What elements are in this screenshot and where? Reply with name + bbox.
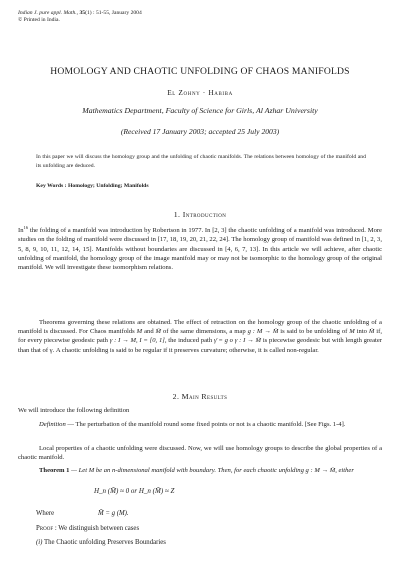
journal-volume: 35 [79,10,86,16]
journal-header [18,10,142,24]
intro-paragraph-2 [18,318,382,355]
paper-dates: (Received 17 January 2003; accepted 25 July 2003) [120,127,280,136]
results-intro: We will introduce the following definition [18,407,130,414]
case-i-label: (i) [36,539,43,546]
theorem-label: Theorem 1 [39,467,70,474]
intro-paragraph-1 [18,223,382,272]
p2-map: g : M → M̄ [247,328,279,336]
p2-gamma: γ : I → M, I = [0, 1] [109,337,165,345]
journal-issue: (1) : 51-55, January 2004 [85,10,142,16]
journal-name: Indian J. pure appl. Math., [18,10,79,16]
definition-paragraph [18,420,382,429]
p2-g: , the induced path [164,337,214,345]
intro-p1-body: the folding of a manifold was introduction by Robertson in 1977. In [2, 3] the chaotic unfolding of a manifold was introduced. More studies on the folding of manifold were discussed in [17, 18, 19, 20, 21, 22, 24]. The homology group of manifold was defined in [1, 2, 3, 5, 8, 9, 10, 11, 12, 14, 15]. Manifolds without boundaries are discussed in [4, 6, 7, 13]. In this article we will achieve, after chaotic unfolding of manifold, the homology group of the image manifold may or may not be isomorphic to the homology group of the original manifold. We will investigate these isomorphism relations. [18,227,382,271]
theorem-formula: H_n (M̄) ≈ 0 or H_n (M̄) ≈ Z [94,487,175,495]
p2-h: is piecewise geodesic but with length greater than that of γ. A chaotic unfolding is said to be regular if it preserves curvature; otherwise, it is called non-regular. [18,337,382,354]
theorem-text: — Let M be an n-dimensional manifold with boundary. Then, for each chaotic unfolding g : M → M̄, either [69,467,354,474]
section-2-heading: 2. Main Results [172,392,228,401]
local-properties-paragraph: Local properties of a chaotic unfolding were discussed. Now, we will use homology groups to describe the global properties of a chaotic manifold. [18,445,382,462]
where-relation: M̄ = g (M). [98,510,129,517]
paper-affiliation: Mathematics Department, Faculty of Science for Girls, Al Azhar University [82,106,318,115]
case-i-text: The Chaotic unfolding Preserves Boundaries [42,539,166,546]
p2-M2: M [349,328,355,336]
abstract: In this paper we will discuss the homology group and the unfolding of chaotic manifolds. The relations between homology of the manifold and its unfolding are deduced. [36,154,366,169]
p2-d: is said to be unfolding of [278,328,350,336]
where-line [36,510,129,517]
p2-induced: γ̄ = g ο γ : I → M̄ [213,337,262,345]
p2-Mbar2: M̄ [368,328,375,336]
p2-c: of the same dimensions, a map [161,328,248,336]
printed-in: © Printed in India. [18,17,60,24]
proof-text: : We distinguish between cases [53,525,140,532]
p2-a: Theorems governing these relations are obtained. The effect of retraction on the homology group of the chaotic unfolding of a manifold is discussed. For Chaos manifolds [18,319,382,336]
proof-line [36,525,139,532]
intro-p1-superscript: 16 [23,225,29,230]
p2-f: if, for every piecewise geodesic path [18,328,382,345]
definition-label: Definition [39,421,66,428]
where-label: Where [36,510,55,517]
p2-M: M [136,328,143,336]
p2-e: into [354,328,369,336]
paper-title: HOMOLOGY AND CHAOTIC UNFOLDING OF CHAOS MANIFOLDS [50,66,350,77]
keywords: Key Words : Homology; Unfolding; Manifolds [36,183,149,189]
section-1-heading: 1. Introduction [173,210,227,219]
definition-text: — The perturbation of the manifold round some fixed points or not is a chaotic manifold. [See Figs. 1-4]. [65,421,346,428]
paper-author: El Zohny · Habiba [167,88,233,97]
proof-label: Proof [36,525,54,532]
intro-p1-start: In [18,227,24,235]
p2-b: and [142,328,156,336]
p2-Mbar: M̄ [155,328,162,336]
theorem-1 [18,466,382,475]
case-i-line [36,539,166,546]
